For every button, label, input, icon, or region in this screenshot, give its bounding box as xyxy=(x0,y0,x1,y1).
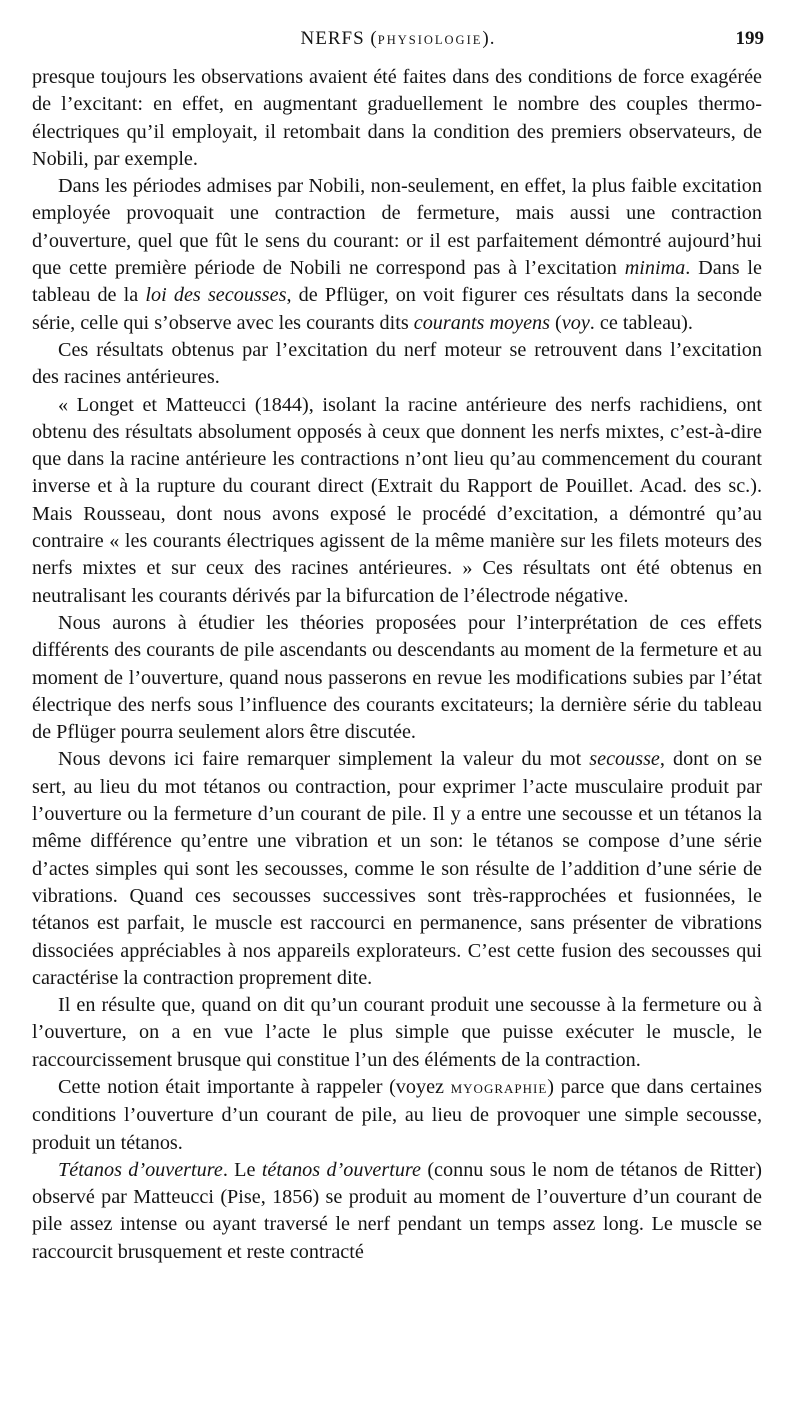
text-segment: , de Pflüger, on voit figurer ces résultats dans la seconde série, celle qui s’observe avec les courants dits xyxy=(32,284,762,334)
paragraph xyxy=(32,1157,762,1266)
text-segment: ( xyxy=(550,311,562,334)
text-segment: Nous aurons à étudier les théories proposées pour l’interprétation de ces effets différents des courants de pile ascendants ou descendants au moment de la fermeture et au moment de l’ouverture, quand nous passerons en revue les modifications subies par l’état électrique des nerfs sous l’influence des courants excitateurs; la dernière série du tableau de Pflüger pourra seulement alors être discutée. xyxy=(32,611,762,744)
text-segment: Dans les périodes admises par Nobili, non-seulement, en effet, la plus faible excitation employée provoquait une contraction de fermeture, mais aussi une contraction d’ouverture, quel que fût le sens du courant: or il est parfaitement démontré aujourd’hui que cette première période de Nobili ne correspond pas à l’excitation xyxy=(32,175,762,280)
italic-text: loi des secousses xyxy=(145,284,287,307)
italic-text: voy xyxy=(561,311,590,334)
paragraph xyxy=(32,173,762,337)
paragraph xyxy=(32,337,762,392)
italic-text: secousse xyxy=(589,748,660,771)
paragraph xyxy=(32,392,762,610)
italic-text: Tétanos d’ouverture xyxy=(58,1158,223,1181)
text-segment: . Le xyxy=(222,1158,262,1181)
italic-text: minima xyxy=(624,257,686,280)
paragraph xyxy=(32,64,762,173)
text-segment: . ce tableau). xyxy=(589,311,693,334)
text-segment: presque toujours les observations avaient été faites dans des conditions de force exagérée de l’excitant: en effet, en augmentant graduellement le nombre des couples thermo-électriques qu’il employait, il retombait dans la condition des premiers observateurs, de Nobili, par exemple. xyxy=(32,66,762,170)
text-segment: Ces résultats obtenus par l’excitation du nerf moteur se retrouvent dans l’excitation des racines antérieures. xyxy=(32,338,762,389)
running-header xyxy=(32,28,764,58)
title-sub: PHYSIOLOGIE xyxy=(377,33,483,47)
text-segment: (connu sous le nom de tétanos de Ritter) observé par Matteucci (Pise, 1856) se produit au moment de l’ouverture d’un courant de pile assez intense ou ayant traversé le nerf pendant un temps assez long. Le muscle se raccourcit brusquement et reste contracté xyxy=(32,1158,763,1263)
paragraph xyxy=(32,1074,762,1157)
text-segment: Nous devons ici faire remarquer simplement la valeur du mot xyxy=(58,748,590,771)
text-segment: . Dans le tableau de la xyxy=(32,257,763,307)
title-main: NERFS ( xyxy=(300,28,378,49)
smallcaps-text: MYOGRAPHIE xyxy=(450,1080,548,1096)
title-close: ). xyxy=(482,28,496,49)
text-segment: Cette notion était importante à rappeler (voyez xyxy=(58,1075,451,1098)
body-text xyxy=(32,64,762,1266)
running-title xyxy=(32,28,764,50)
italic-text: tétanos d’ouverture xyxy=(261,1158,422,1181)
paragraph xyxy=(32,610,762,746)
text-segment: Il en résulte que, quand on dit qu’un courant produit une secousse à la fermeture ou à l’ouverture, on a en vue l’acte le plus simple que puisse exécuter le muscle, le raccourcissement brusque qui constitue l’un des éléments de la contraction. xyxy=(32,994,762,1071)
text-segment: « Longet et Matteucci (1844), isolant la racine antérieure des nerfs rachidiens, ont obtenu des résultats absolument opposés à ceux que donnent les nerfs mixtes, c’est-à-dire que dans la racine antérieure les contractions n’ont lieu qu’au commencement du courant inverse et à la rupture du courant direct (Extrait du Rapport de Pouillet. Acad. des sc.). Mais Rousseau, dont nous avons exposé le procédé d’excitation, a démontré qu’au contraire « les courants électriques agissent de la même manière sur les filets moteurs des nerfs mixtes et sur ceux des racines antérieures. » Ces résultats ont été obtenus en neutralisant les courants dérivés par la bifurcation de l’électrode négative. xyxy=(32,393,762,607)
page-number: 199 xyxy=(735,28,764,49)
paragraph xyxy=(32,746,762,992)
text-segment: ) parce que dans certaines conditions l’ouverture d’un courant de pile, au lieu de provoquer une simple secousse, produit un tétanos. xyxy=(32,1075,762,1154)
paragraph xyxy=(32,992,762,1074)
text-segment: , dont on se sert, au lieu du mot tétanos ou contraction, pour exprimer l’acte musculaire produit par l’ouverture ou la fermeture d’un courant de pile. Il y a entre une secousse et un tétanos la même différence qu’entre une vibration et un son: le tétanos se compose d’une série d’actes simples qui sont les secousses, comme le son résulte de l’addition d’une série de vibrations. Quand ces secousses successives sont très-rapprochées et fusionnées, le tétanos est parfait, le muscle est raccourci en permanence, sans présenter de vibrations dissociées appréciables à nos appareils explorateurs. C’est cette fusion des secousses qui caractérise la contraction proprement dite. xyxy=(32,748,762,989)
italic-text: courants moyens xyxy=(413,311,550,334)
